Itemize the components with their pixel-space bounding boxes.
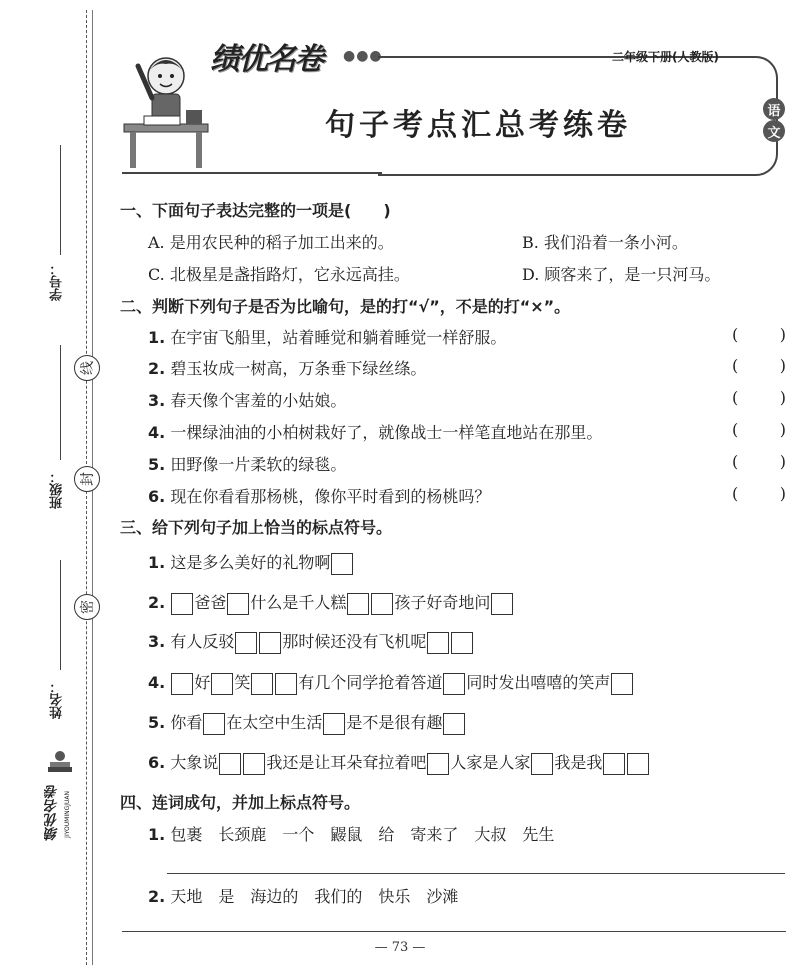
punct-box[interactable]	[323, 713, 345, 735]
seal-secret: 密	[74, 594, 100, 620]
punct-line-6: 6. 大象说 我还是让耳朵耷拉着吧 人家是人家 我是我	[148, 750, 650, 775]
punct-line-3: 3. 有人反驳 那时候还没有飞机呢	[148, 629, 474, 654]
punct-line-5: 5. 你看 在太空中生活 是不是很有趣	[148, 710, 466, 735]
punct-box[interactable]	[203, 713, 225, 735]
judge-item-3: 3. 春天像个害羞的小姑娘。	[148, 391, 347, 410]
judge-item-2: 2. 碧玉妆成一树高，万条垂下绿丝绦。	[148, 359, 427, 378]
punct-box[interactable]	[171, 673, 193, 695]
punct-box[interactable]	[259, 632, 281, 654]
student-at-desk-illustration	[120, 44, 212, 174]
punct-box[interactable]	[531, 753, 553, 775]
punct-box[interactable]	[443, 713, 465, 735]
punct-box[interactable]	[171, 593, 193, 615]
punct-box[interactable]	[347, 593, 369, 615]
punct-box[interactable]	[275, 673, 297, 695]
brand-dots: ●●●	[343, 48, 383, 64]
side-brand-pinyin: JIYOUMINGJUAN	[64, 791, 71, 838]
judge-item-5: 5. 田野像一片柔软的绿毯。	[148, 455, 347, 474]
name-field[interactable]	[60, 560, 61, 670]
section-4-heading: 四、连词成句，并加上标点符号。	[120, 793, 361, 812]
student-number-label: 学号：	[50, 262, 65, 301]
punct-box[interactable]	[227, 593, 249, 615]
name-label: 姓名：	[50, 680, 65, 719]
option-b[interactable]: B. 我们沿着一条小河。	[522, 233, 688, 252]
judge-answer-3[interactable]: ( )	[732, 388, 786, 407]
option-d[interactable]: D. 顾客来了，是一只河马。	[522, 265, 721, 284]
section-1-heading: 一、下面句子表达完整的一项是( )	[120, 201, 391, 220]
page-number: — 73 —	[374, 940, 426, 955]
punct-box[interactable]	[627, 753, 649, 775]
punct-box[interactable]	[251, 673, 273, 695]
side-brand-text: 绩优名卷	[44, 785, 60, 841]
option-a[interactable]: A. 是用农民种的稻子加工出来的。	[148, 233, 394, 252]
student-number-field[interactable]	[60, 145, 61, 255]
section-2-heading: 二、判断下列句子是否为比喻句，是的打“√”，不是的打“×”。	[120, 297, 571, 316]
sentence-words-1: 1. 包裹 长颈鹿 一个 鼹鼠 给 寄来了 大叔 先生	[148, 825, 555, 844]
punct-box[interactable]	[243, 753, 265, 775]
punct-box[interactable]	[427, 632, 449, 654]
seal-seal: 封	[74, 466, 100, 492]
punct-line-2: 2. 爸爸 什么是千人糕 孩子好奇地问	[148, 590, 514, 615]
punct-box[interactable]	[611, 673, 633, 695]
answer-line-2[interactable]	[122, 931, 786, 932]
subject-badge-1: 语	[763, 98, 785, 120]
punct-box[interactable]	[331, 553, 353, 575]
judge-item-6: 6. 现在你看看那杨桃，像你平时看到的杨桃吗？	[148, 487, 491, 506]
subject-badge-2: 文	[763, 120, 785, 142]
judge-answer-1[interactable]: ( )	[732, 325, 786, 344]
grade-label: 二年级下册(人教版)	[612, 50, 719, 64]
title-frame-bottom	[122, 172, 382, 174]
judge-item-4: 4. 一棵绿油油的小柏树栽好了，就像战士一样笔直地站在那里。	[148, 423, 603, 442]
judge-answer-2[interactable]: ( )	[732, 356, 786, 375]
option-c[interactable]: C. 北极星是盏指路灯，它永远高挂。	[148, 265, 410, 284]
judge-answer-5[interactable]: ( )	[732, 452, 786, 471]
punct-box[interactable]	[219, 753, 241, 775]
punct-box[interactable]	[603, 753, 625, 775]
side-brand-logo	[40, 745, 80, 865]
judge-answer-6[interactable]: ( )	[732, 484, 786, 503]
punct-box[interactable]	[371, 593, 393, 615]
book-stack-icon	[40, 745, 80, 785]
punct-box[interactable]	[211, 673, 233, 695]
punct-box[interactable]	[491, 593, 513, 615]
section-3-heading: 三、给下列句子加上恰当的标点符号。	[120, 518, 393, 537]
punct-box[interactable]	[427, 753, 449, 775]
class-label: 班级：	[50, 470, 65, 509]
seal-line: 线	[74, 355, 100, 381]
sentence-words-2: 2. 天地 是 海边的 我们的 快乐 沙滩	[148, 887, 459, 906]
punct-box[interactable]	[443, 673, 465, 695]
punct-line-4: 4. 好 笑 有几个同学抢着答道 同时发出嘻嘻的笑声	[148, 670, 634, 695]
punct-line-1: 1. 这是多么美好的礼物啊	[148, 550, 354, 575]
punct-box[interactable]	[451, 632, 473, 654]
punct-box[interactable]	[235, 632, 257, 654]
brand-logo: 绩优名卷	[210, 42, 322, 77]
page-title: 句子考点汇总考练卷	[325, 108, 631, 143]
judge-answer-4[interactable]: ( )	[732, 420, 786, 439]
class-field[interactable]	[60, 345, 61, 460]
answer-line-1[interactable]	[167, 873, 785, 874]
judge-item-1: 1. 在宇宙飞船里，站着睡觉和躺着睡觉一样舒服。	[148, 328, 507, 347]
